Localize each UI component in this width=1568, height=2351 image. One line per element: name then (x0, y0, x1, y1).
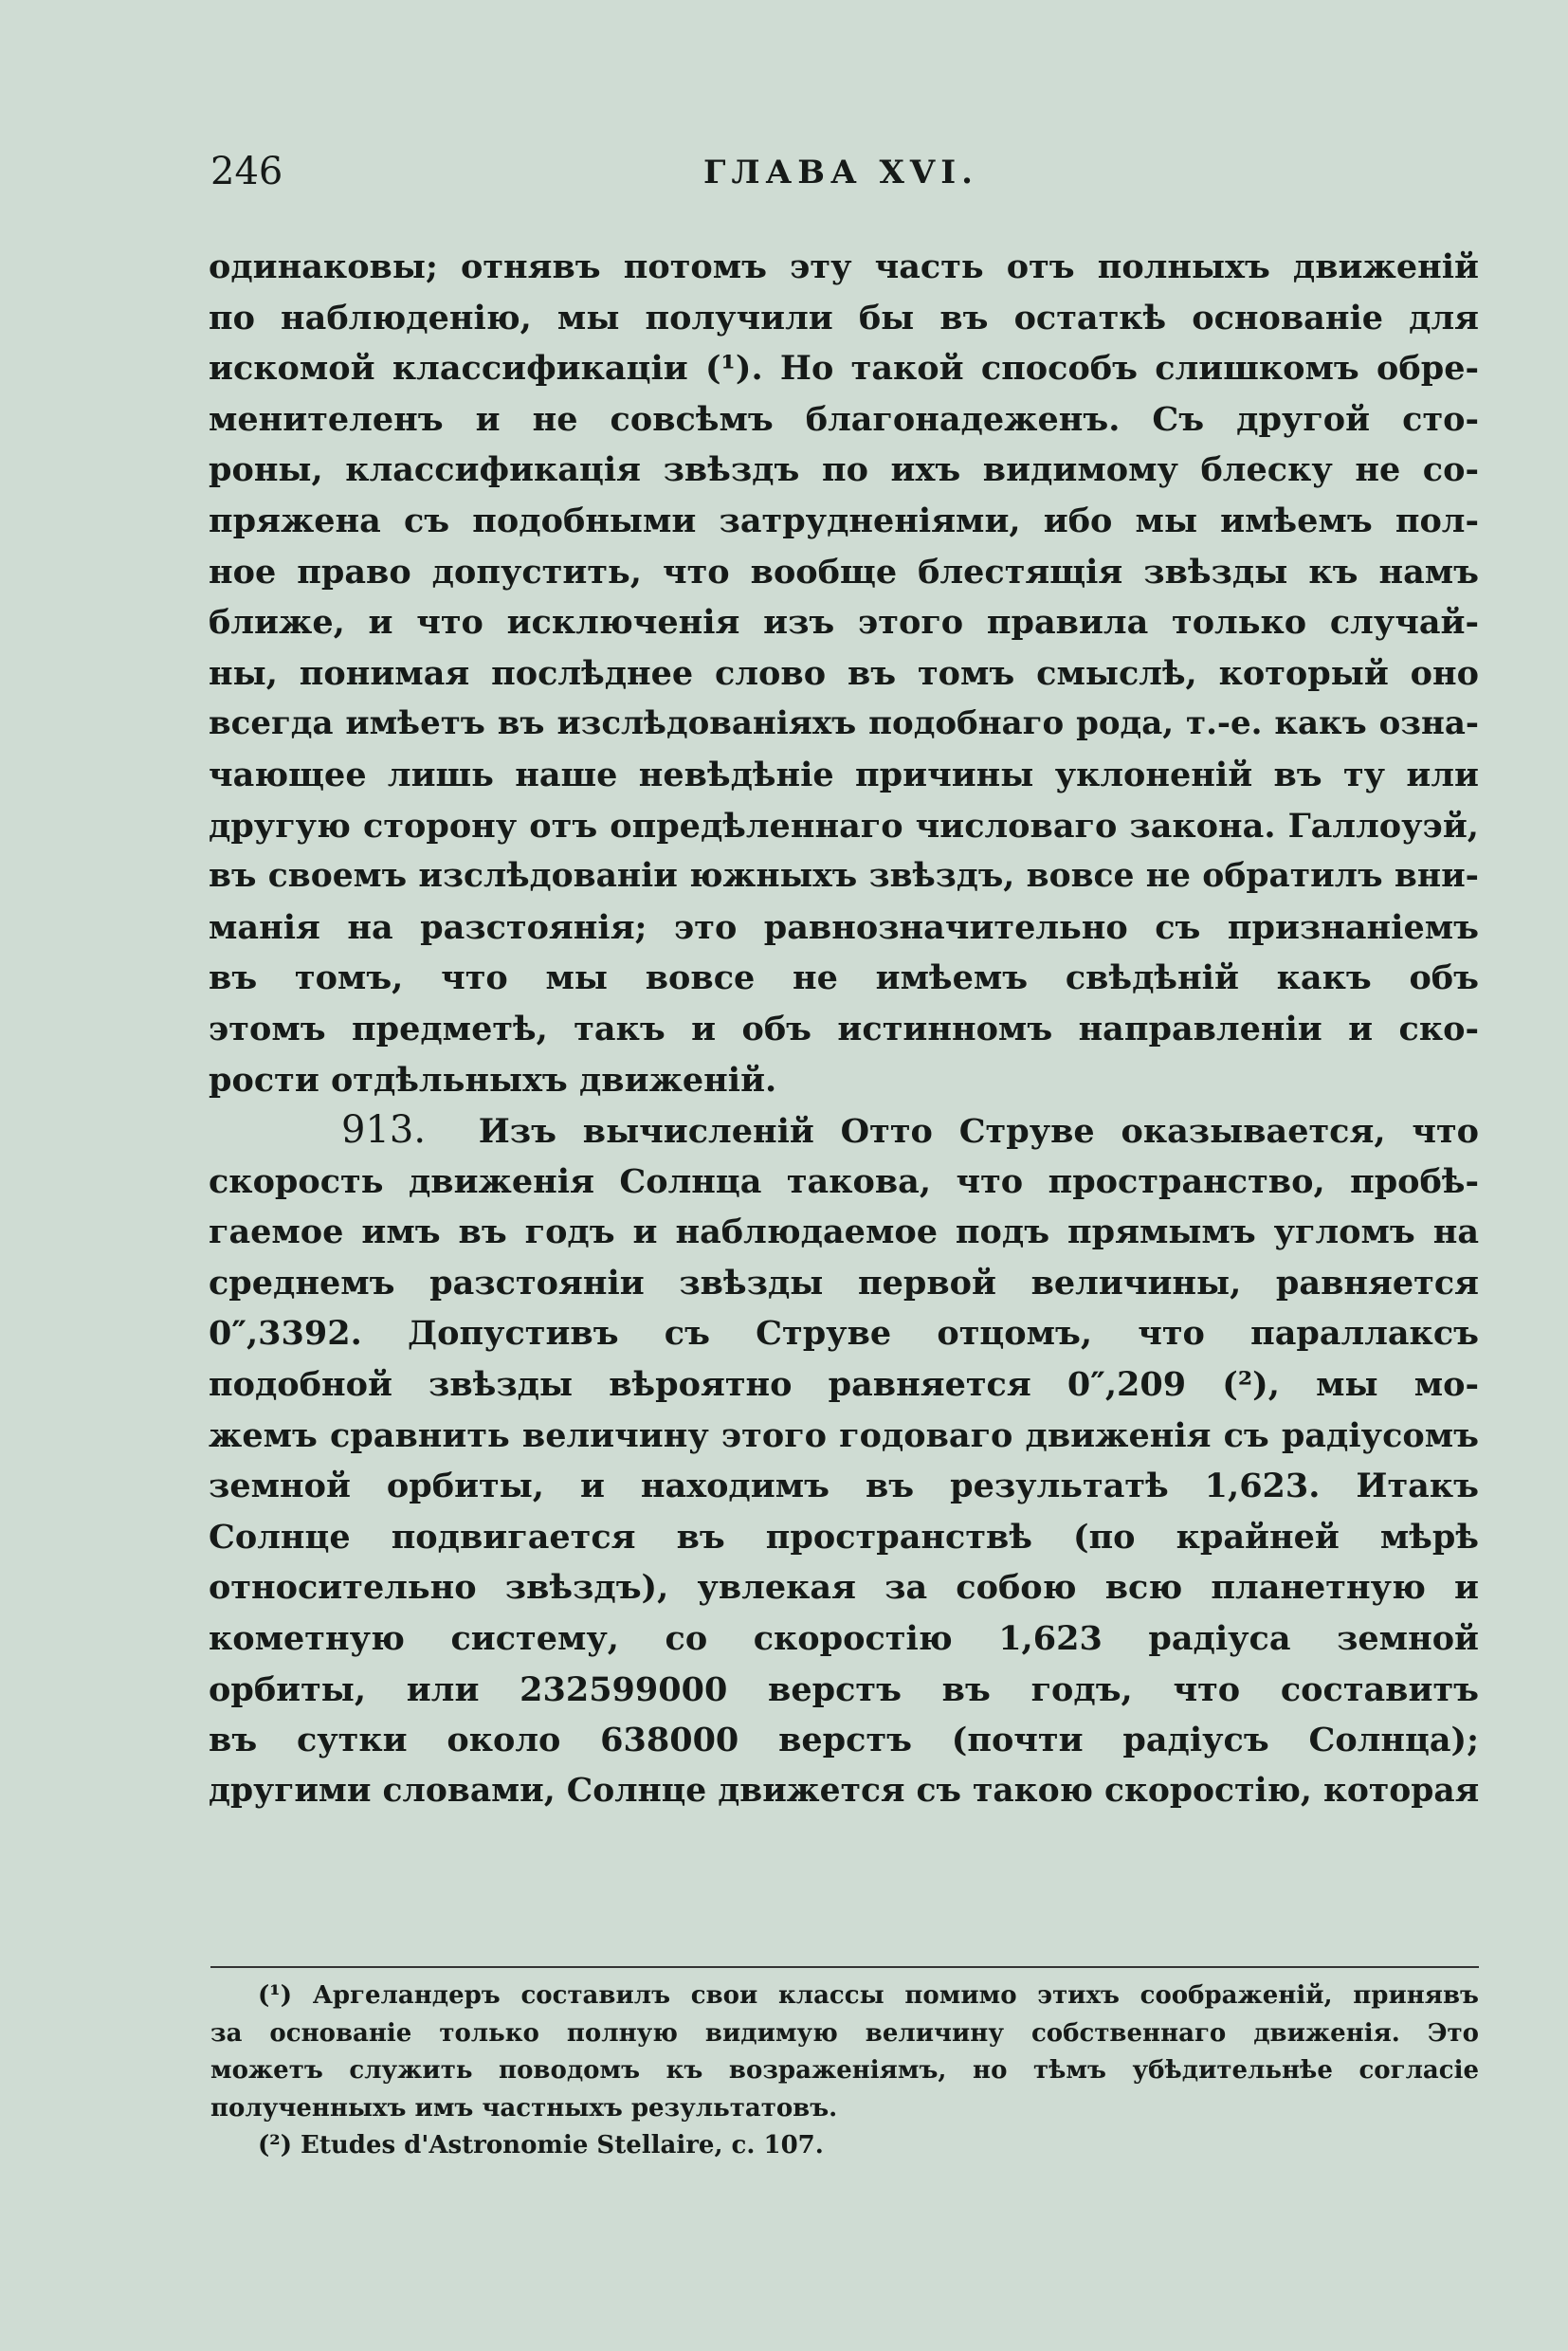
text-line: этомъ предметѣ, такъ и объ истинномъ направленіи и ско- (209, 1009, 1479, 1048)
text-line: кометную систему, со скоростію 1,623 радіуса земной (209, 1619, 1479, 1659)
text-line: скорость движенія Солнца такова, что пространство, пробѣ- (209, 1161, 1479, 1201)
footnote-line: за основаніе только полную видимую величину собственнаго движенія. Это (210, 2018, 1479, 2048)
text-line: жемъ сравнить величину этого годоваго движенія съ радіусомъ (209, 1415, 1479, 1455)
text-line: ны, понимая послѣднее слово въ томъ смыслѣ, который оно (209, 653, 1479, 693)
text-line: орбиты, или 232599000 верстъ въ годъ, что составитъ (209, 1669, 1479, 1709)
text-line: гаемое имъ въ годъ и наблюдаемое подъ прямымъ угломъ на (209, 1212, 1479, 1252)
section-number: 913. (341, 1108, 427, 1153)
text-line: Солнце подвигается въ пространствѣ (по крайней мѣрѣ (209, 1517, 1479, 1557)
footnote-line: (¹) Аргеландеръ составилъ свои классы помимо этихъ соображеній, принявъ (258, 1981, 1479, 2010)
chapter-title: ГЛАВА XVI. (703, 154, 978, 191)
page-number: 246 (210, 150, 283, 193)
text-line: рости отдѣльныхъ движеній. (209, 1060, 777, 1100)
footnote-line: (²) Etudes d'Astronomie Stellaire, с. 107. (258, 2131, 824, 2160)
text-line: подобной звѣзды вѣроятно равняется 0″,209 (²), мы мо- (209, 1365, 1479, 1405)
footnote-line: можетъ служить поводомъ къ возраженіямъ, но тѣмъ убѣдительнѣе согласіе (210, 2056, 1479, 2085)
text-line: чающее лишь наше невѣдѣніе причины уклоненій въ ту или (209, 755, 1479, 794)
text-line: одинаковы; отнявъ потомъ эту часть отъ полныхъ движеній (209, 247, 1479, 286)
text-line: въ сутки около 638000 верстъ (почти радіусъ Солнца); (209, 1721, 1479, 1760)
paragraph-913-first-line (209, 1105, 1479, 1157)
text-line: въ томъ, что мы вовсе не имѣемъ свѣдѣній какъ объ (209, 958, 1479, 998)
text-line: манія на разстоянія; это равнозначительно съ признаніемъ (209, 907, 1479, 947)
text-line: другими словами, Солнце движется съ такою скоростію, которая (209, 1771, 1480, 1810)
text-line: всегда имѣетъ въ изслѣдованіяхъ подобнаго рода, т.-е. какъ озна- (209, 704, 1479, 743)
text-line: среднемъ разстояніи звѣзды первой величины, равняется (209, 1263, 1479, 1303)
text-line: Изъ вычисленій Отто Струве оказывается, что (478, 1112, 1479, 1152)
text-line: ное право допустить, что вообще блестящія звѣзды къ намъ (209, 552, 1479, 592)
text-line: пряжена съ подобными затрудненіями, ибо мы имѣемъ пол- (209, 501, 1479, 540)
footnote-divider (210, 1966, 1479, 1968)
text-line: другую сторону отъ опредѣленнаго числоваго закона. Галлоуэй, (209, 806, 1479, 846)
text-line: по наблюденію, мы получили бы въ остаткѣ основаніе для (209, 298, 1479, 337)
footnotes (210, 1977, 1479, 2165)
text-line: относительно звѣздъ), увлекая за собою всю планетную и (209, 1568, 1479, 1608)
text-line: роны, классификація звѣздъ по ихъ видимому блеску не со- (209, 450, 1479, 490)
page-header (210, 150, 1481, 197)
text-line: 0″,3392. Допустивъ съ Струве отцомъ, что параллаксъ (209, 1314, 1479, 1354)
text-line: ближе, и что исключенія изъ этого правила только случай- (209, 603, 1479, 643)
body-text (209, 242, 1479, 1816)
text-line: земной орбиты, и находимъ въ результатѣ 1,623. Итакъ (209, 1467, 1479, 1506)
text-line: менителенъ и не совсѣмъ благонадеженъ. Съ другой сто- (209, 399, 1479, 439)
text-line: въ своемъ изслѣдованіи южныхъ звѣздъ, вовсе не обратилъ вни- (209, 857, 1479, 896)
footnote-line: полученныхъ имъ частныхъ результатовъ. (210, 2093, 838, 2123)
text-line: искомой классификаціи (¹). Но такой способъ слишкомъ обре- (209, 349, 1479, 389)
